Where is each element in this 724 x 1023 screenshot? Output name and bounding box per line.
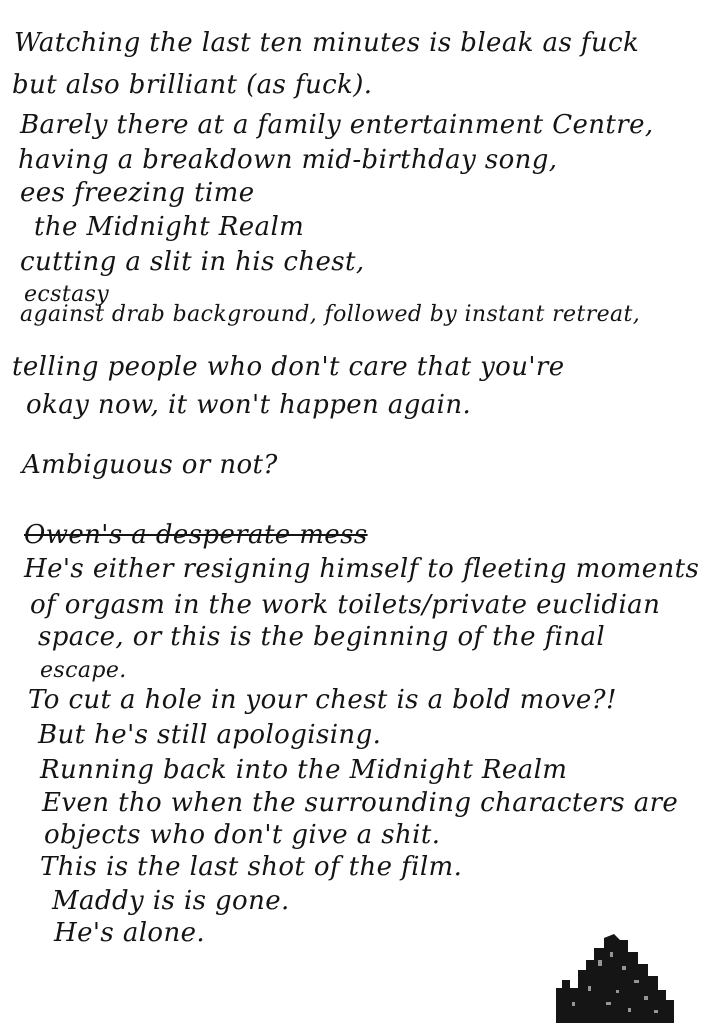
note-line: space, or this is the beginning of the final [38,622,606,652]
note-line: He's either resigning himself to fleeting moments [24,554,700,584]
note-line: of orgasm in the work toilets/private euclidian [30,590,661,620]
note-line: telling people who don't care that you're [12,352,565,382]
castle-silhouette-icon [548,930,678,1023]
note-line-crossed-out: Owen's a desperate mess [24,520,368,550]
note-line: ecstasy [24,282,110,307]
note-line: cutting a slit in his chest, [20,247,365,277]
note-line: To cut a hole in your chest is a bold move?! [28,685,617,715]
note-line: Running back into the Midnight Realm [40,755,568,785]
note-line: Even tho when the surrounding characters are [42,788,679,818]
note-line: He's alone. [54,918,206,948]
note-line: Barely there at a family entertainment Centre, [20,110,654,140]
note-line: Watching the last ten minutes is bleak as fuck [14,28,640,58]
note-line: against drab background, followed by instant retreat, [20,302,641,327]
note-line: the Midnight Realm [34,212,305,242]
note-line: Ambiguous or not? [22,450,278,480]
note-line: objects who don't give a shit. [44,820,441,850]
note-line: okay now, it won't happen again. [26,390,472,420]
note-line: Maddy is is gone. [52,886,290,916]
note-line: ees freezing time [20,178,255,208]
note-line: But he's still apologising. [38,720,382,750]
note-line: having a breakdown mid-birthday song, [18,145,558,175]
note-line: This is the last shot of the film. [40,852,463,882]
note-line: but also brilliant (as fuck). [12,70,373,100]
note-line: escape. [40,658,127,683]
